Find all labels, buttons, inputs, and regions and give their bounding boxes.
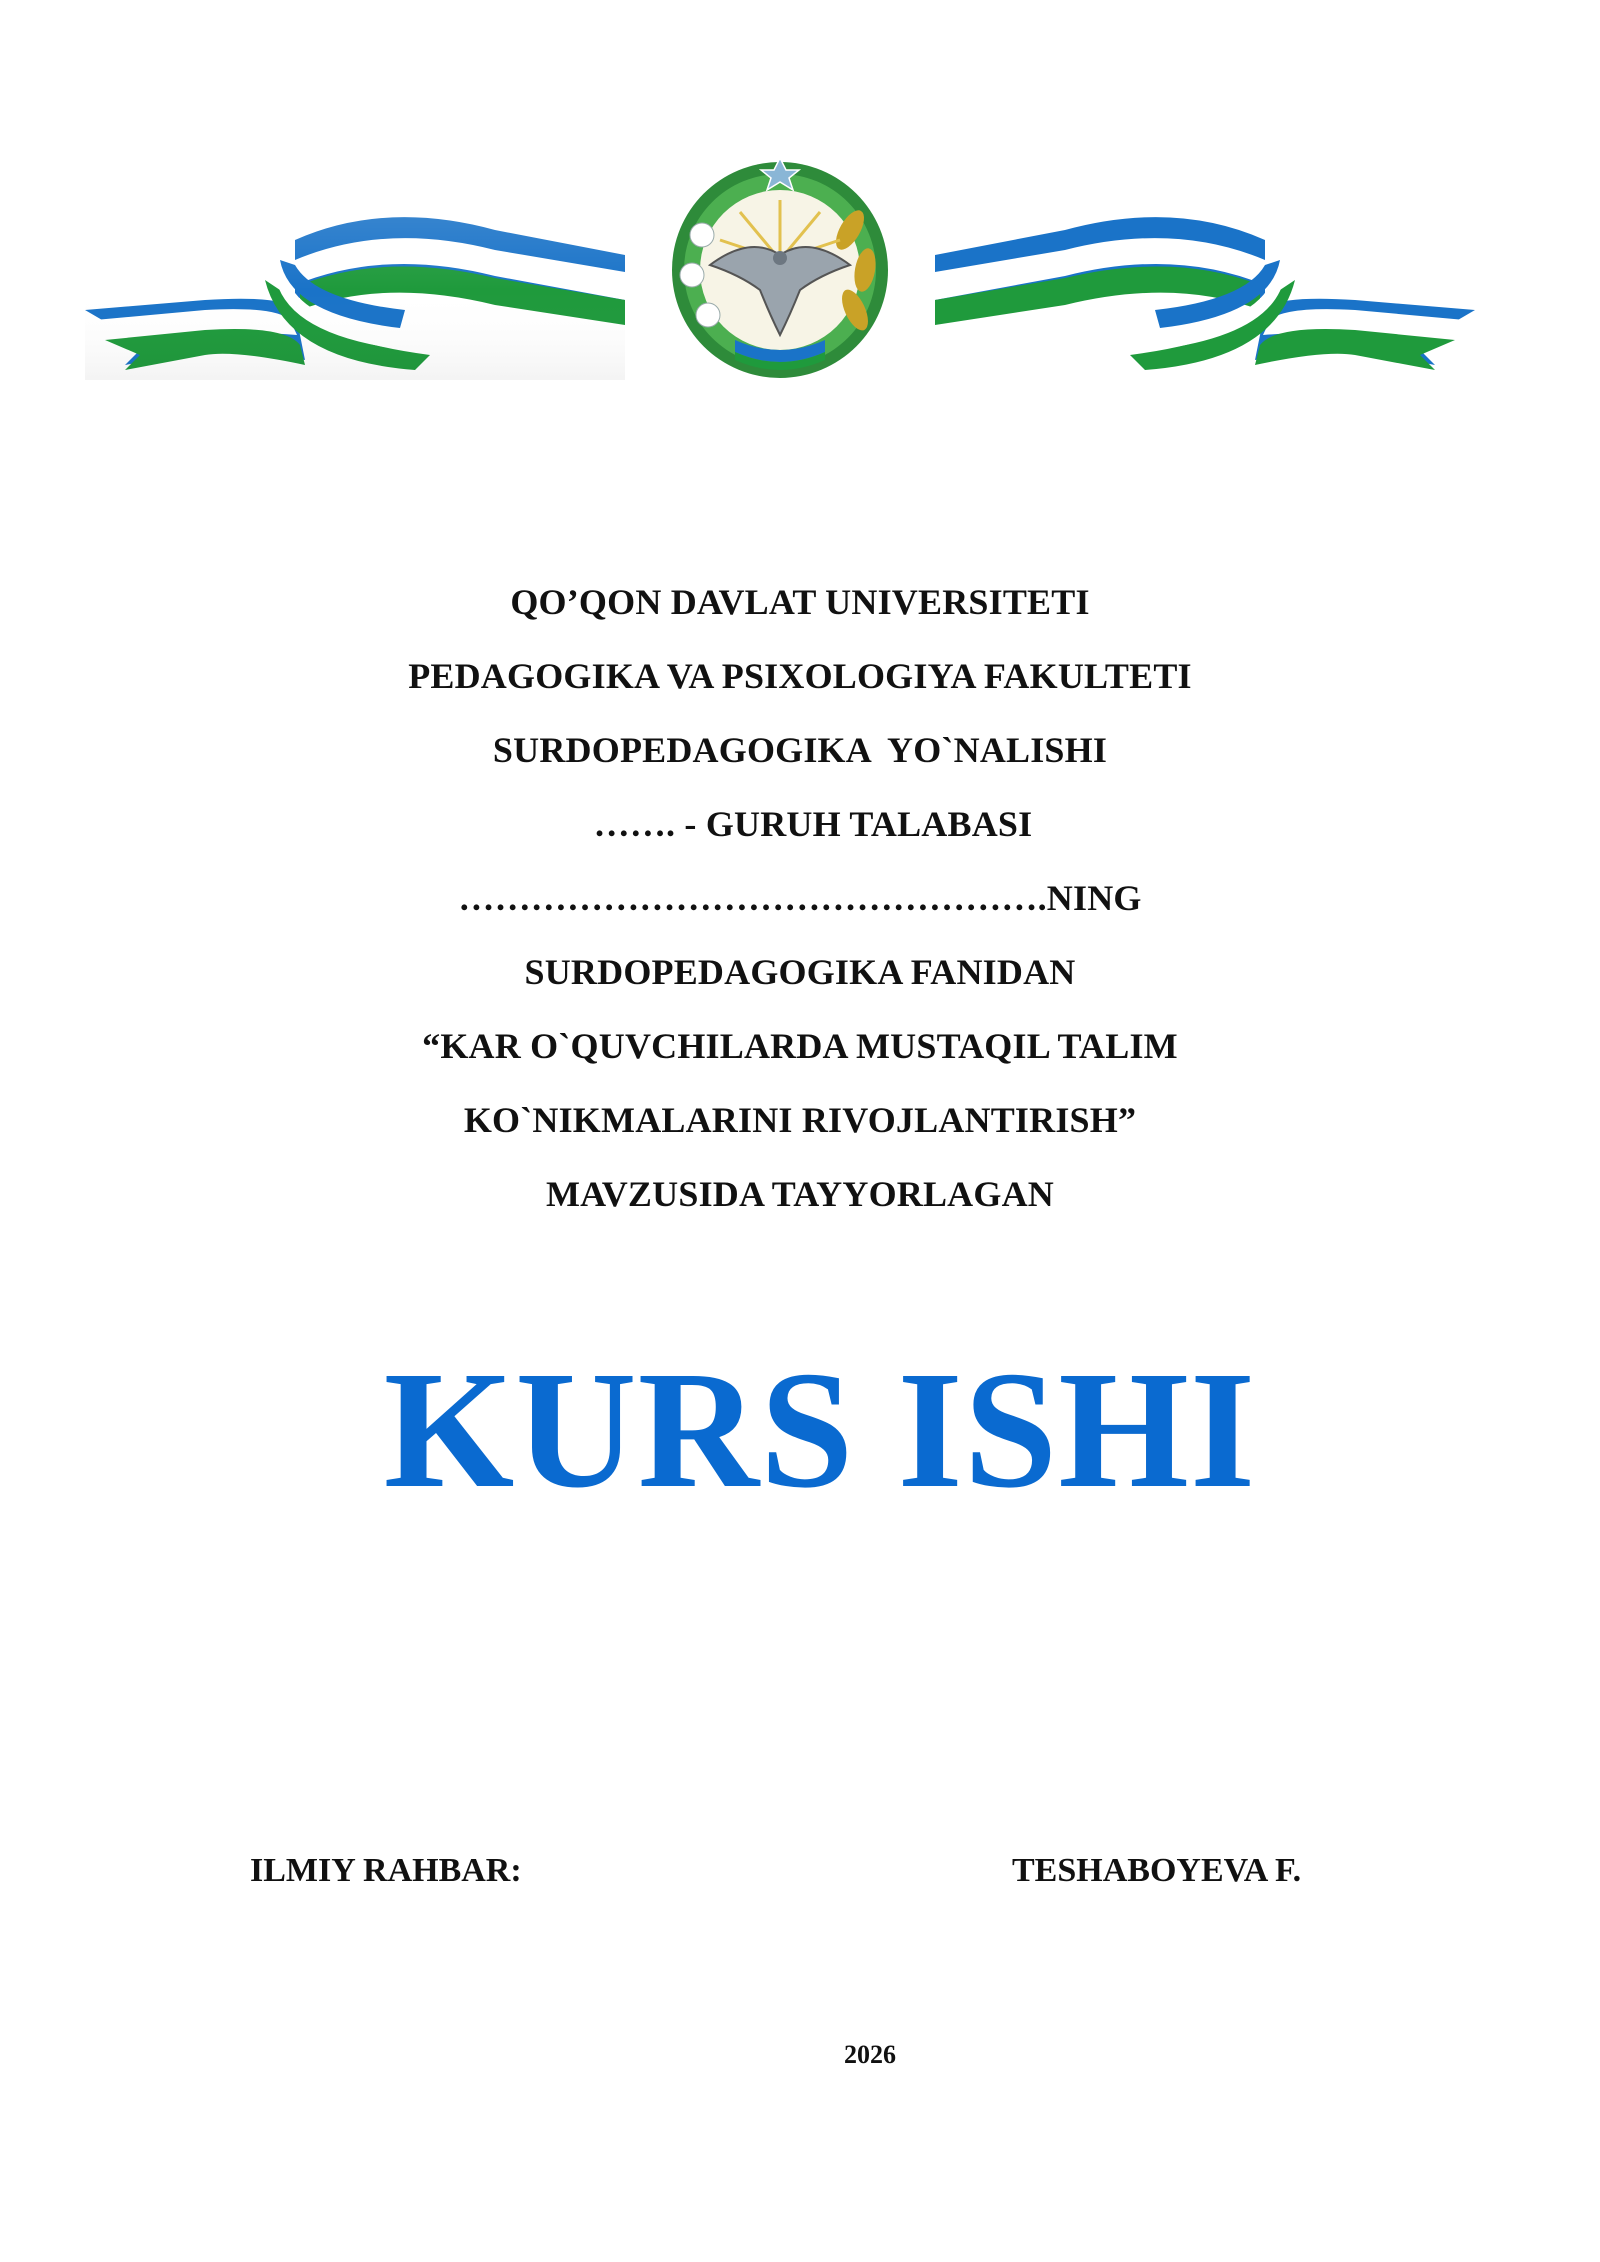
- topic-line-1: “KAR O`QUVCHILARDA MUSTAQIL TALIM: [422, 1026, 1178, 1066]
- faculty-name: PEDAGOGIKA VA PSIXOLOGIYA FAKULTETI: [408, 656, 1192, 696]
- advisor-label: ILMIY RAHBAR:: [250, 1852, 522, 1889]
- topic-line-2: KO`NIKMALARINI RIVOJLANTIRISH”: [463, 1100, 1137, 1140]
- advisor-name: TESHABOYEVA F.: [1012, 1852, 1302, 1889]
- subject-name: SURDOPEDAGOGIKA FANIDAN: [524, 952, 1076, 992]
- prepared-line: MAVZUSIDA TAYYORLAGAN: [546, 1174, 1054, 1214]
- student-group: ……. - GURUH TALABASI: [593, 804, 1033, 844]
- student-name: ………………………………………….NING: [458, 878, 1142, 918]
- year: 2026: [844, 2040, 896, 2069]
- left-ribbon: [85, 200, 625, 380]
- flag-ribbon-icon: [85, 160, 1475, 380]
- university-name: QO’QON DAVLAT UNIVERSITETI: [510, 582, 1090, 622]
- state-emblem-icon: [672, 160, 888, 378]
- right-ribbon: [935, 217, 1475, 370]
- direction-name: SURDOPEDAGOGIKA YO`NALISHI: [492, 730, 1108, 770]
- document-title: KURS ISHI: [383, 1337, 1257, 1523]
- state-emblem-banner: [85, 160, 1475, 380]
- institution-heading: [0, 565, 1600, 1231]
